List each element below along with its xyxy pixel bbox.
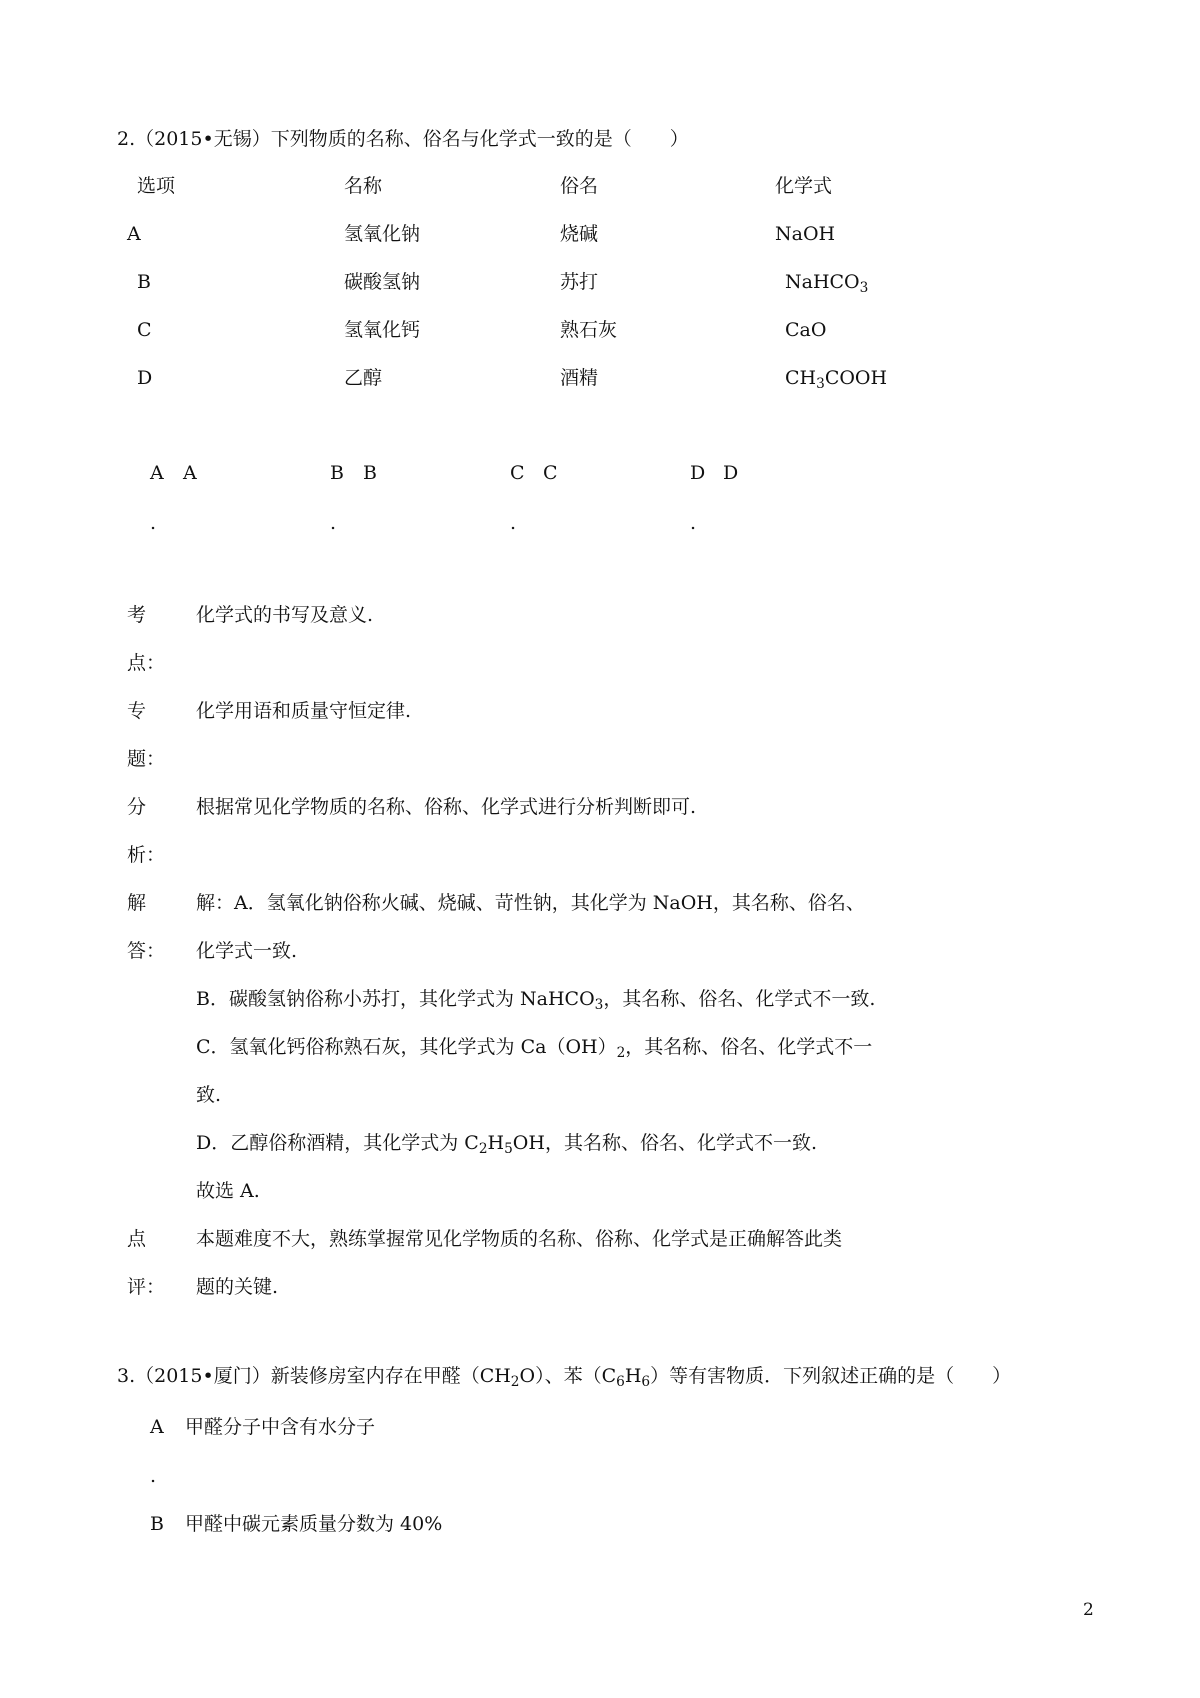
dianping-label-bottom: 评： [127, 1276, 166, 1298]
table-header-option: 选项 [137, 175, 176, 197]
table-row-d-formula: $CH_3COOH$ [785, 367, 888, 392]
q2-stem: 2.（2015•无锡）下列物质的名称、俗名与化学式一致的是（ ） [117, 128, 689, 150]
q3-choice-a-dot: . [150, 1465, 157, 1487]
table-row-d-common-name: 酒精 [560, 367, 599, 389]
zhuanti-label-top: 专 [127, 700, 147, 722]
kaodian-label-bottom: 点： [127, 652, 166, 674]
subscript: 5 [504, 1140, 513, 1157]
jieda-label-bottom: 答： [127, 940, 166, 962]
table-row-c-name: 氢氧化钙 [344, 319, 421, 341]
q3-stem: 3.（2015•厦门）新装修房室内存在甲醛$(CH_2O)$、苯$(C_6H_6)$等有害物质．下列叙述正确的是（ ） [117, 1365, 1012, 1390]
table-row-b-common-name: 苏打 [560, 271, 599, 293]
choice-d-text: D [723, 462, 739, 484]
table-row-d-option: D [137, 367, 153, 389]
table-row-a-common-name: 烧碱 [560, 223, 599, 245]
jieda-line-7: 故选 A. [196, 1180, 260, 1202]
q3-choice-b-letter: B [150, 1513, 164, 1535]
choice-b-text: B [363, 462, 377, 484]
choice-d-letter: D [690, 462, 706, 484]
kaodian-label-top: 考 [127, 604, 147, 626]
fenxi-text: 根据常见化学物质的名称、俗称、化学式进行分析判断即可. [196, 796, 697, 818]
page-number: 2 [1083, 1600, 1094, 1620]
q3-choice-a-text: 甲醛分子中含有水分子 [185, 1416, 376, 1438]
jieda-line-5: 致. [196, 1084, 222, 1106]
jieda-line-6: D．乙醇俗称酒精，其化学式为 $C_2H_5OH$，其名称、俗名、化学式不一致. [196, 1132, 817, 1157]
kaodian-text: 化学式的书写及意义. [196, 604, 374, 626]
choice-c-dot: . [510, 512, 517, 534]
subscript: 3 [594, 996, 604, 1013]
jieda-label-top: 解 [127, 892, 147, 914]
subscript: 3 [859, 279, 869, 296]
choice-b-dot: . [330, 512, 337, 534]
table-row-d-name: 乙醇 [344, 367, 383, 389]
jieda-line-3: B．碳酸氢钠俗称小苏打，其化学式为 NaHCO$_3$，其名称、俗名、化学式不一致. [196, 988, 876, 1013]
table-header-name: 名称 [344, 175, 383, 197]
choice-b-letter: B [330, 462, 344, 484]
dianping-line-1: 本题难度不大，熟练掌握常见化学物质的名称、俗称、化学式是正确解答此类 [196, 1228, 843, 1250]
subscript: 6 [641, 1373, 651, 1390]
table-row-b-name: 碳酸氢钠 [344, 271, 421, 293]
choice-a-dot: . [150, 512, 157, 534]
dianping-label-top: 点 [127, 1228, 147, 1250]
table-row-a-name: 氢氧化钠 [344, 223, 421, 245]
subscript: 3 [816, 375, 825, 392]
subscript: 6 [616, 1373, 625, 1390]
table-row-c-formula: CaO [785, 319, 827, 341]
choice-d-dot: . [690, 512, 697, 534]
subscript: 2 [616, 1044, 626, 1061]
dianping-line-2: 题的关键. [196, 1276, 279, 1298]
table-row-a-formula: NaOH [775, 223, 836, 245]
jieda-line-1: 解：A．氢氧化钠俗称火碱、烧碱、苛性钠，其化学为 NaOH，其名称、俗名、 [196, 892, 865, 914]
choice-a-text: A [183, 462, 197, 484]
fenxi-label-bottom: 析： [127, 844, 166, 866]
choice-c-text: C [543, 462, 558, 484]
table-header-formula: 化学式 [775, 175, 833, 197]
choice-a-letter: A [150, 462, 164, 484]
q3-choice-a-letter: A [150, 1416, 164, 1438]
subscript: 2 [478, 1140, 488, 1157]
jieda-line-2: 化学式一致. [196, 940, 298, 962]
table-header-common-name: 俗名 [560, 175, 599, 197]
table-row-c-option: C [137, 319, 152, 341]
zhuanti-label-bottom: 题： [127, 748, 166, 770]
zhuanti-text: 化学用语和质量守恒定律. [196, 700, 412, 722]
table-row-b-formula: NaHCO$_3$ [785, 271, 869, 296]
jieda-line-4: C．氢氧化钙俗称熟石灰，其化学式为 $Ca(OH)_2$，其名称、俗名、化学式不一 [196, 1036, 873, 1061]
table-row-b-option: B [137, 271, 151, 293]
choice-c-letter: C [510, 462, 525, 484]
table-row-a-option: A [127, 223, 141, 245]
subscript: 2 [510, 1373, 520, 1390]
q3-choice-b-text: 甲醛中碳元素质量分数为 40% [185, 1513, 443, 1535]
fenxi-label-top: 分 [127, 796, 147, 818]
table-row-c-common-name: 熟石灰 [560, 319, 618, 341]
